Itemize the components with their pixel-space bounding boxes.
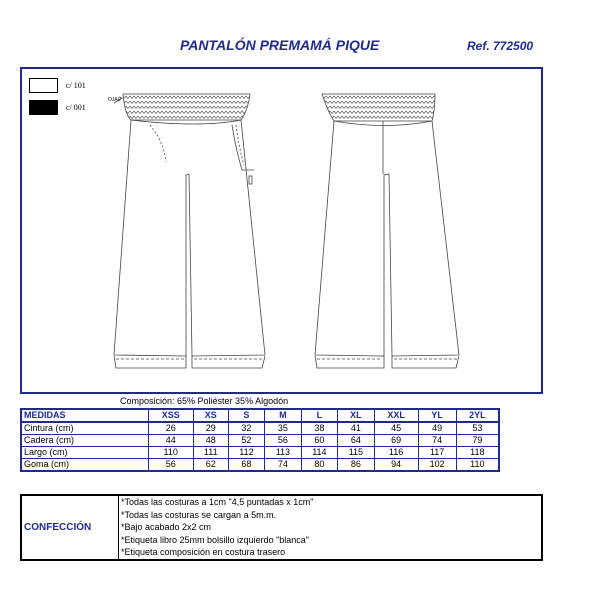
table-cell: 68 <box>228 459 264 472</box>
composition-text: Composición: 65% Poliéster 35% Algodón <box>120 396 289 406</box>
technical-drawing-panel <box>20 67 543 394</box>
table-cell: 56 <box>265 435 301 447</box>
table-header-row <box>21 409 499 422</box>
color-swatch-white <box>29 78 58 93</box>
table-cell: 110 <box>456 459 499 472</box>
measurements-table <box>20 408 500 472</box>
table-cell: 118 <box>456 447 499 459</box>
table-cell: 64 <box>338 435 374 447</box>
table-cell: 35 <box>265 422 301 435</box>
row-label: Goma (cm) <box>21 459 148 472</box>
table-cell: 111 <box>193 447 228 459</box>
table-cell: 74 <box>265 459 301 472</box>
reference-number: Ref. 772500 <box>467 39 534 53</box>
table-cell: 117 <box>418 447 456 459</box>
table-cell: 53 <box>456 422 499 435</box>
table-cell: 113 <box>265 447 301 459</box>
table-row <box>21 422 499 435</box>
note-item: *Etiqueta composición en costura trasero <box>121 547 286 558</box>
table-cell: 114 <box>301 447 337 459</box>
table-row <box>21 435 499 447</box>
table-cell: 48 <box>193 435 228 447</box>
header-cell: S <box>228 409 264 422</box>
table-cell: 38 <box>301 422 337 435</box>
note-item: *Bajo acabado 2x2 cm <box>121 522 212 533</box>
header-cell: XS <box>193 409 228 422</box>
table-cell: 32 <box>228 422 264 435</box>
table-cell: 52 <box>228 435 264 447</box>
table-cell: 115 <box>338 447 374 459</box>
table-cell: 62 <box>193 459 228 472</box>
header-cell: M <box>265 409 301 422</box>
row-label: Largo (cm) <box>21 447 148 459</box>
color-swatch-black <box>29 100 58 115</box>
table-cell: 29 <box>193 422 228 435</box>
table-cell: 112 <box>228 447 264 459</box>
header-cell: XXL <box>374 409 418 422</box>
header-cell: YL <box>418 409 456 422</box>
table-cell: 60 <box>301 435 337 447</box>
table-cell: 74 <box>418 435 456 447</box>
note-item: *Etiqueta libro 25mm bolsillo izquierdo "blanca" <box>121 534 309 545</box>
table-cell: 94 <box>374 459 418 472</box>
table-row <box>21 459 499 472</box>
swatch-label-white: c/ 101 <box>66 81 86 90</box>
confeccion-label: CONFECCIÓN <box>24 522 92 533</box>
row-label: Cadera (cm) <box>21 435 148 447</box>
table-cell: 110 <box>148 447 193 459</box>
table-cell: 102 <box>418 459 456 472</box>
header-cell: XSS <box>148 409 193 422</box>
table-cell: 56 <box>148 459 193 472</box>
table-cell: 41 <box>338 422 374 435</box>
buttonhole-callout: OJAL <box>108 97 121 103</box>
note-item: *Todas las costuras a 1cm "4,5 puntadas x 1cm" <box>121 497 314 507</box>
table-cell: 69 <box>374 435 418 447</box>
header-cell: MEDIDAS <box>21 409 148 422</box>
header-cell: XL <box>338 409 374 422</box>
note-item: *Todas las costuras se cargan a 5m.m. <box>121 509 277 520</box>
table-cell: 116 <box>374 447 418 459</box>
confeccion-box <box>20 494 543 561</box>
table-cell: 49 <box>418 422 456 435</box>
page-title: PANTALÓN PREMAMÁ PIQUE <box>180 37 380 53</box>
table-cell: 86 <box>338 459 374 472</box>
row-label: Cintura (cm) <box>21 422 148 435</box>
header-cell: L <box>301 409 337 422</box>
table-cell: 44 <box>148 435 193 447</box>
table-cell: 80 <box>301 459 337 472</box>
table-cell: 45 <box>374 422 418 435</box>
swatch-label-black: c/ 001 <box>66 103 86 112</box>
table-cell: 26 <box>148 422 193 435</box>
table-cell: 79 <box>456 435 499 447</box>
header-cell: 2YL <box>456 409 499 422</box>
table-row <box>21 447 499 459</box>
confeccion-notes <box>118 496 541 559</box>
